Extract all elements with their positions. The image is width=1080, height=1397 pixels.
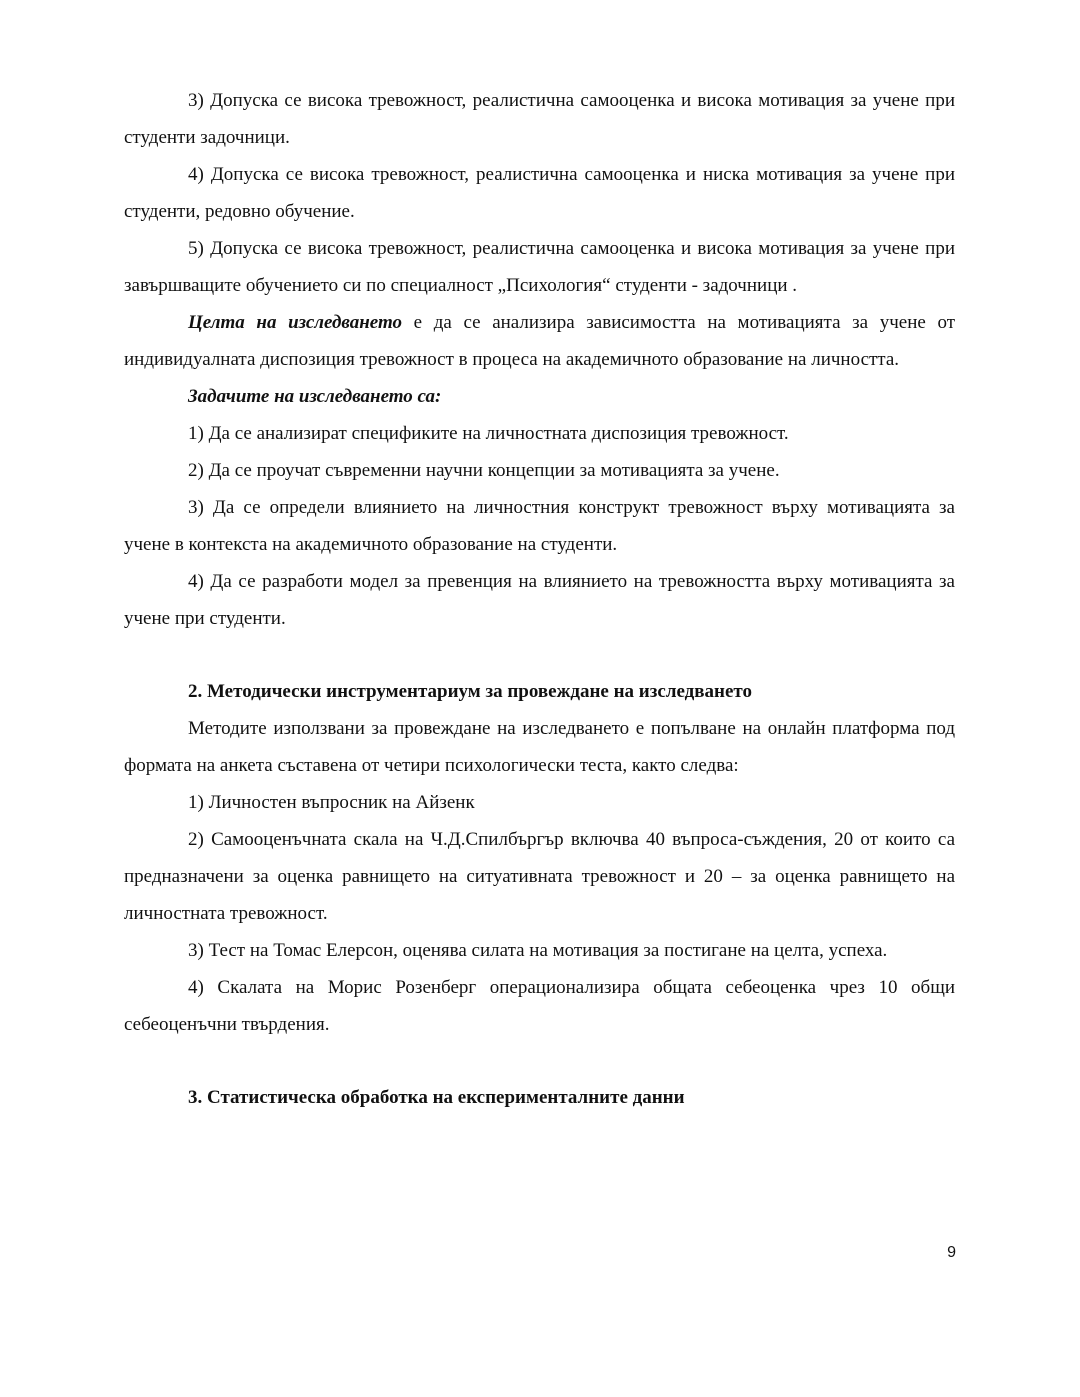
task-item-3: 3) Да се определи влиянието на личностния конструкт тревожност върху мотивацията за учене в контекста на академичното образование на студенти.: [124, 497, 955, 555]
section-spacer: [124, 637, 955, 673]
research-aim: [124, 304, 955, 378]
section-2-heading: 2. Методически инструментариум за провеждане на изследването: [188, 681, 752, 702]
research-aim-label: Целта на изследването: [188, 312, 403, 333]
method-item-1: 1) Личностен въпросник на Айзенк: [188, 792, 475, 813]
tasks-heading: Задачите на изследването са:: [188, 386, 442, 407]
section-3-heading: 3. Статистическа обработка на експерименталните данни: [188, 1087, 685, 1108]
page-content: [124, 82, 955, 1116]
task-item-2: 2) Да се проучат съвременни научни концепции за мотивацията за учене.: [188, 460, 780, 481]
hypothesis-5: 5) Допуска се висока тревожност, реалистична самооценка и висока мотивация за учене при завършващите обучението си по специалност „Психология“ студенти - задочници .: [124, 238, 955, 296]
task-item-4: 4) Да се разработи модел за превенция на влиянието на тревожността върху мотивацията за учене при студенти.: [124, 571, 955, 629]
method-item-3: 3) Тест на Томас Елерсон, оценява силата на мотивация за постигане на целта, успеха.: [188, 940, 888, 961]
section-2-intro: Методите използвани за провеждане на изследването е попълване на онлайн платформа под формата на анкета съставена от четири психологически теста, както следва:: [124, 718, 955, 776]
page-number: 9: [947, 1244, 956, 1261]
hypothesis-4: 4) Допуска се висока тревожност, реалистична самооценка и ниска мотивация за учене при студенти, редовно обучение.: [124, 164, 955, 222]
hypothesis-3: 3) Допуска се висока тревожност, реалистична самооценка и висока мотивация за учене при студенти задочници.: [124, 90, 955, 148]
research-aim-text: е да се анализира зависимостта на мотивацията за учене от индивидуалната диспозиция тревожност в процеса на академичното образование на личността.: [124, 312, 956, 370]
method-item-4: 4) Скалата на Морис Розенберг операционализира общата себеоценка чрез 10 общи себеоценъчни твърдения.: [124, 977, 955, 1035]
section-spacer: [124, 1043, 955, 1079]
task-item-1: 1) Да се анализират спецификите на личностната диспозиция тревожност.: [188, 423, 789, 444]
method-item-2: 2) Самооценъчната скала на Ч.Д.Спилбъргър включва 40 въпроса-съждения, 20 от които са предназначени за оценка равнището на ситуативната тревожност и 20 – за оценка равнището на личностната тревожност.: [124, 829, 955, 924]
